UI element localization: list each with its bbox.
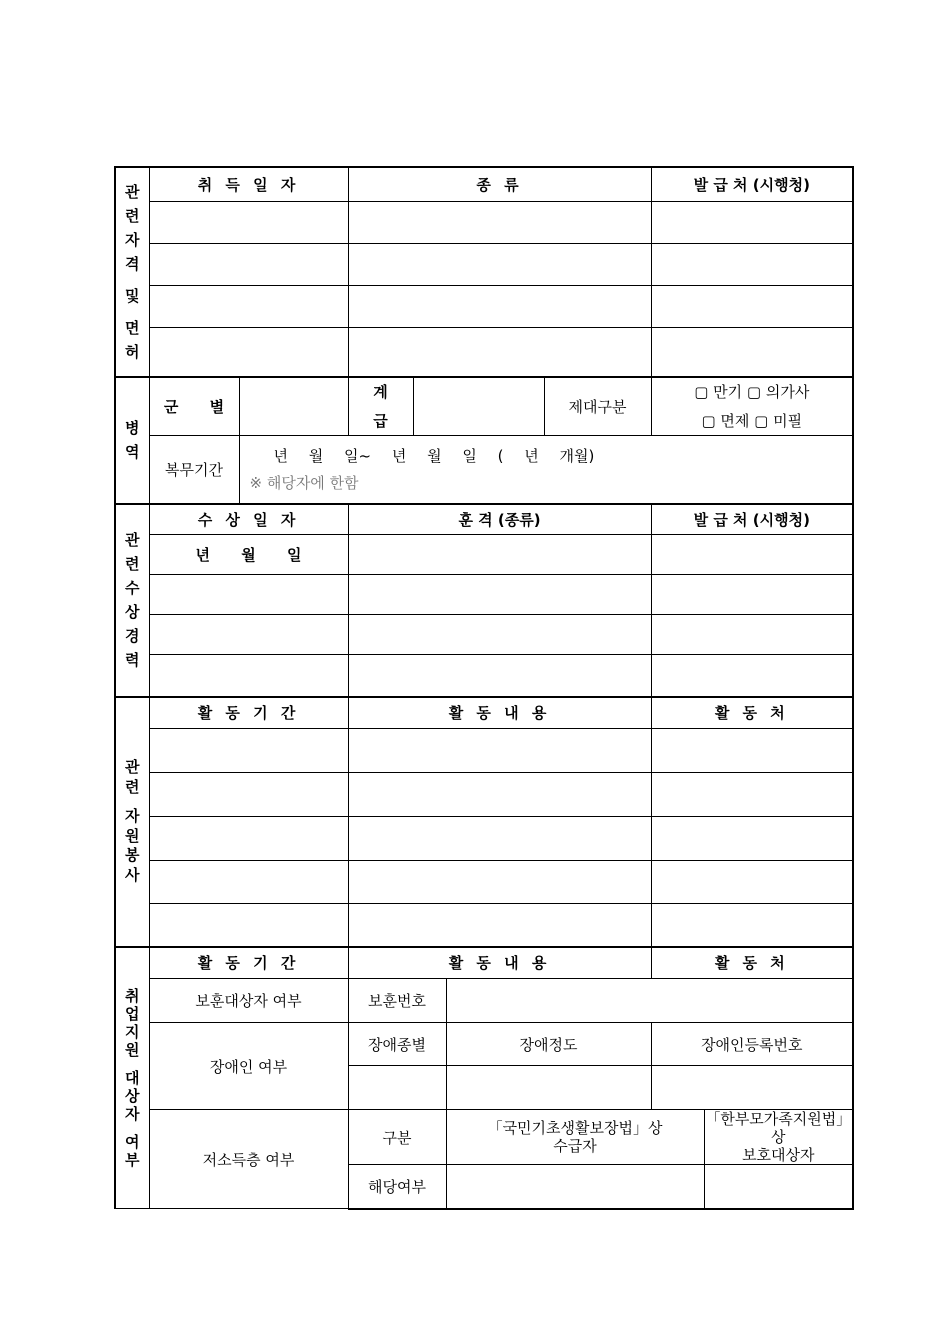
header-acquired-date: 취 득 일 자 [149,167,348,201]
volunteer-content-cell[interactable] [348,861,651,904]
discharge-options-line1[interactable]: ▢ 만기 ▢ 의가사 [694,383,810,401]
service-period-label: 복무기간 [149,436,239,504]
section-label-employment-support: 취 업 지 원 대 상 자 여 부 [115,947,149,1209]
header-volunteer-period: 활 동 기 간 [149,697,348,729]
volunteer-period-cell[interactable] [149,817,348,861]
header-support-content: 활 동 내 용 [348,947,651,979]
rank-label: 계 급 [348,377,413,436]
cert-date-cell[interactable] [149,327,348,377]
disability-status-label: 장애인 여부 [149,1023,348,1110]
rank-input[interactable] [413,377,544,436]
header-award-date: 수 상 일 자 [149,504,348,535]
cert-type-cell[interactable] [348,201,651,243]
award-issuer-cell[interactable] [651,535,853,575]
volunteer-place-cell[interactable] [651,817,853,861]
award-type-cell[interactable] [348,655,651,697]
discharge-type-options[interactable] [651,377,853,436]
single-parent-label: 「한부모가족지원법」상 보호대상자 [705,1110,852,1164]
header-issuer: 발 급 처 (시행청) [651,167,853,201]
form-table [114,166,854,1210]
award-issuer-cell[interactable] [651,655,853,697]
award-date-cell[interactable] [149,655,348,697]
header-type: 종 류 [348,167,651,201]
military-branch-label: 군 별 [149,377,239,436]
service-period-cell[interactable] [239,436,853,504]
cert-type-cell[interactable] [348,285,651,327]
header-support-period: 활 동 기 간 [149,947,348,979]
disability-type-label: 장애종별 [348,1023,446,1066]
service-period-text: 년 월 일~ 년 월 일 ( 년 개월) [273,447,595,466]
award-issuer-cell[interactable] [651,615,853,655]
disability-level-input[interactable] [446,1066,651,1110]
award-issuer-cell[interactable] [651,575,853,615]
volunteer-content-cell[interactable] [348,773,651,817]
volunteer-content-cell[interactable] [348,904,651,947]
header-support-place: 활 동 처 [651,947,853,979]
service-note: ※ 해당자에 한함 [249,474,359,493]
section-label-volunteer: 관 련 자 원 봉 사 [115,697,149,947]
volunteer-period-cell[interactable] [149,861,348,904]
volunteer-place-cell[interactable] [651,773,853,817]
military-branch-input[interactable] [239,377,348,436]
section-label-certificates: 관 련 자 격 및 면 허 [115,167,149,377]
cert-date-cell[interactable] [149,243,348,285]
cert-date-cell[interactable] [149,285,348,327]
award-type-cell[interactable] [348,575,651,615]
cert-type-cell[interactable] [348,243,651,285]
cert-issuer-cell[interactable] [651,285,853,327]
header-award-type: 훈 격 (종류) [348,504,651,535]
header-award-issuer: 발 급 처 (시행청) [651,504,853,535]
cert-type-cell[interactable] [348,327,651,377]
volunteer-period-cell[interactable] [149,773,348,817]
award-type-cell[interactable] [348,535,651,575]
low-income-status-label: 저소득층 여부 [149,1110,348,1209]
cert-issuer-cell[interactable] [651,243,853,285]
basic-livelihood-input[interactable] [446,1165,704,1209]
cert-issuer-cell[interactable] [651,327,853,377]
veteran-status-label: 보훈대상자 여부 [149,979,348,1023]
basic-livelihood-label: 「국민기초생활보장법」상 수급자 [446,1110,704,1165]
volunteer-place-cell[interactable] [651,729,853,773]
award-date-cell[interactable] [149,575,348,615]
discharge-options-line2[interactable]: ▢ 면제 ▢ 미필 [701,411,803,430]
applicable-label: 해당여부 [348,1165,446,1209]
volunteer-content-cell[interactable] [348,729,651,773]
cert-issuer-cell[interactable] [651,201,853,243]
disability-level-label: 장애정도 [446,1023,651,1066]
veteran-number-input[interactable] [446,979,853,1023]
header-volunteer-place: 활 동 처 [651,697,853,729]
award-date-cell[interactable] [149,615,348,655]
disability-reg-number-label: 장애인등록번호 [651,1023,853,1066]
disability-reg-number-input[interactable] [651,1066,853,1110]
award-date-cell[interactable]: 년 월 일 [149,535,348,575]
award-type-cell[interactable] [348,615,651,655]
cert-date-cell[interactable] [149,201,348,243]
section-label-military: 병 역 [115,377,149,504]
header-volunteer-content: 활 동 내 용 [348,697,651,729]
disability-type-input[interactable] [348,1066,446,1110]
volunteer-content-cell[interactable] [348,817,651,861]
discharge-type-label: 제대구분 [544,377,651,436]
volunteer-place-cell[interactable] [651,861,853,904]
section-label-awards: 관 련 수 상 경 력 [115,504,149,697]
veteran-number-label: 보훈번호 [348,979,446,1023]
volunteer-period-cell[interactable] [149,904,348,947]
application-form [114,166,852,1210]
category-label: 구분 [348,1110,446,1165]
single-parent-input[interactable] [704,1165,853,1209]
volunteer-period-cell[interactable] [149,729,348,773]
volunteer-place-cell[interactable] [651,904,853,947]
